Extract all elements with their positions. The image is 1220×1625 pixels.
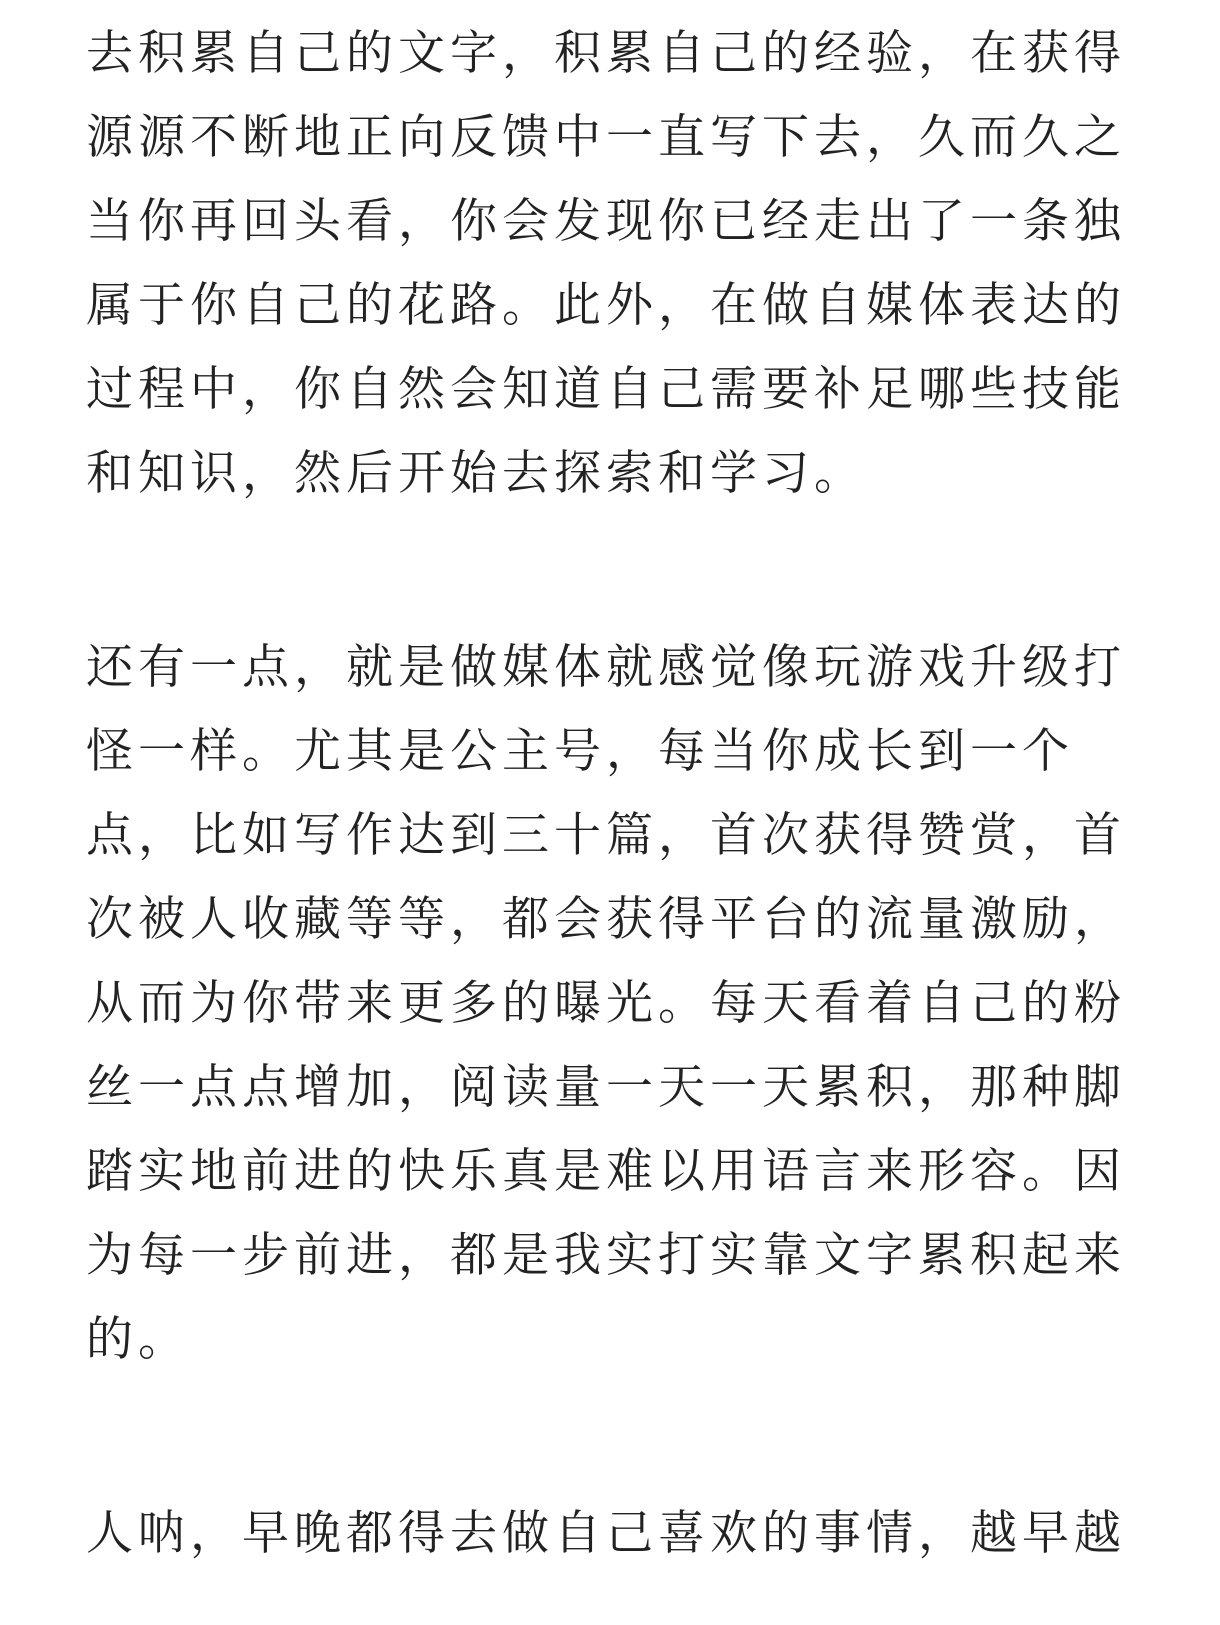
paragraph-2-line-5: 从而为你带来更多的曝光。每天看着自己的粉 [86,976,1126,1031]
paragraph-1-line-1: 去积累自己的文字，积累自己的经验，在获得 [86,26,1126,81]
paragraph-1-line-5: 过程中，你自然会知道自己需要补足哪些技能 [86,362,1126,417]
paragraph-1-line-3: 当你再回头看，你会发现你已经走出了一条独 [86,194,1126,249]
paragraph-2-line-6: 丝一点点增加，阅读量一天一天累积，那种脚 [86,1060,1126,1115]
paragraph-2-line-8: 为每一步前进，都是我实打实靠文字累积起来 [86,1228,1126,1283]
paragraph-2-line-7: 踏实地前进的快乐真是难以用语言来形容。因 [86,1144,1126,1199]
paragraph-1-line-6: 和知识，然后开始去探索和学习。 [86,446,866,501]
paragraph-1-line-2: 源源不断地正向反馈中一直写下去，久而久之 [86,110,1126,165]
paragraph-2-line-4: 次被人收藏等等，都会获得平台的流量激励， [86,892,1126,947]
paragraph-2-line-2: 怪一样。尤其是公主号，每当你成长到一个 [86,724,1074,779]
paragraph-2-line-3: 点，比如写作达到三十篇，首次获得赞赏，首 [86,808,1126,863]
paragraph-3-line-1: 人呐，早晚都得去做自己喜欢的事情，越早越 [86,1506,1126,1561]
paragraph-2-line-9: 的。 [86,1312,190,1367]
paragraph-1-line-4: 属于你自己的花路。此外，在做自媒体表达的 [86,278,1126,333]
paragraph-2-line-1: 还有一点，就是做媒体就感觉像玩游戏升级打 [86,640,1126,695]
